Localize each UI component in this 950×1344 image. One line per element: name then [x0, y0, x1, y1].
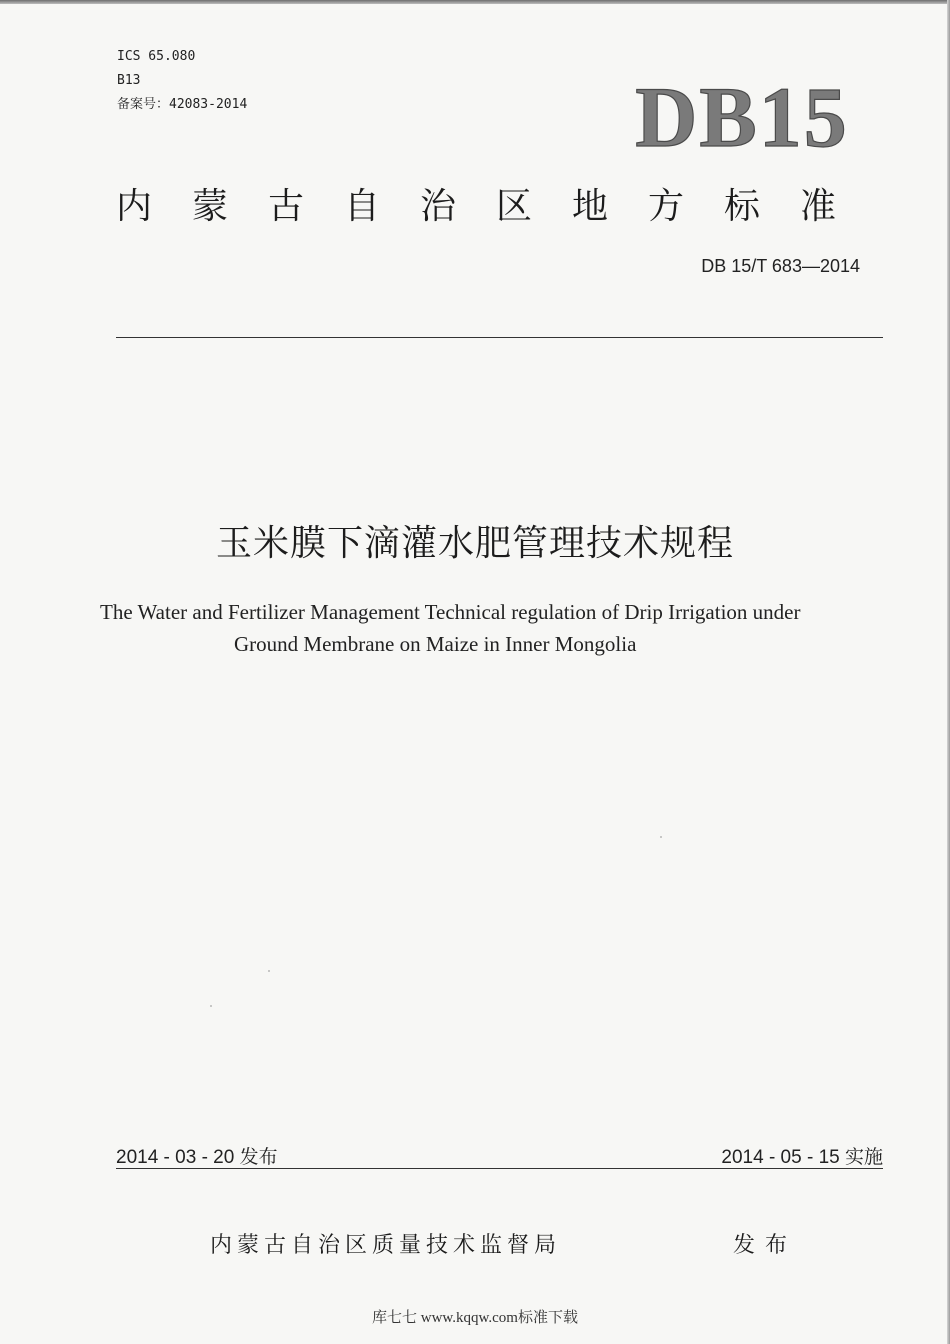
download-footer: 库七七 www.kqqw.com标准下载: [372, 1310, 578, 1326]
scan-speck: [660, 836, 662, 838]
issued-label: 发布: [733, 1233, 798, 1258]
publish-date: 2014 - 03 - 20 发布: [116, 1147, 278, 1168]
standard-type: 内蒙古自治区地方标准: [116, 186, 877, 227]
scan-speck: [210, 1005, 212, 1007]
title-english-line2: Ground Membrane on Maize in Inner Mongolia: [234, 632, 637, 656]
footer-divider: [116, 1168, 883, 1169]
title-english-line1: The Water and Fertilizer Management Technical regulation of Drip Irrigation under: [100, 600, 801, 624]
issuing-authority: 内蒙古自治区质量技术监督局: [210, 1233, 562, 1258]
filing-number: 备案号：42083-2014: [117, 97, 248, 112]
db15-logo: [620, 72, 865, 160]
class-code: B13: [117, 73, 141, 88]
standard-number: DB 15/T 683—2014: [701, 256, 860, 276]
title-chinese: 玉米膜下滴灌水肥管理技术规程: [215, 523, 734, 564]
title-english: [100, 596, 860, 660]
scan-speck: [268, 970, 270, 972]
ics-code: ICS 65.080: [117, 49, 196, 64]
header-divider: [116, 337, 883, 338]
scan-edge-top: [0, 0, 950, 4]
document-meta: [117, 45, 247, 117]
db15-logo-text: DB15: [635, 72, 849, 160]
implement-date: 2014 - 05 - 15 实施: [721, 1147, 883, 1168]
